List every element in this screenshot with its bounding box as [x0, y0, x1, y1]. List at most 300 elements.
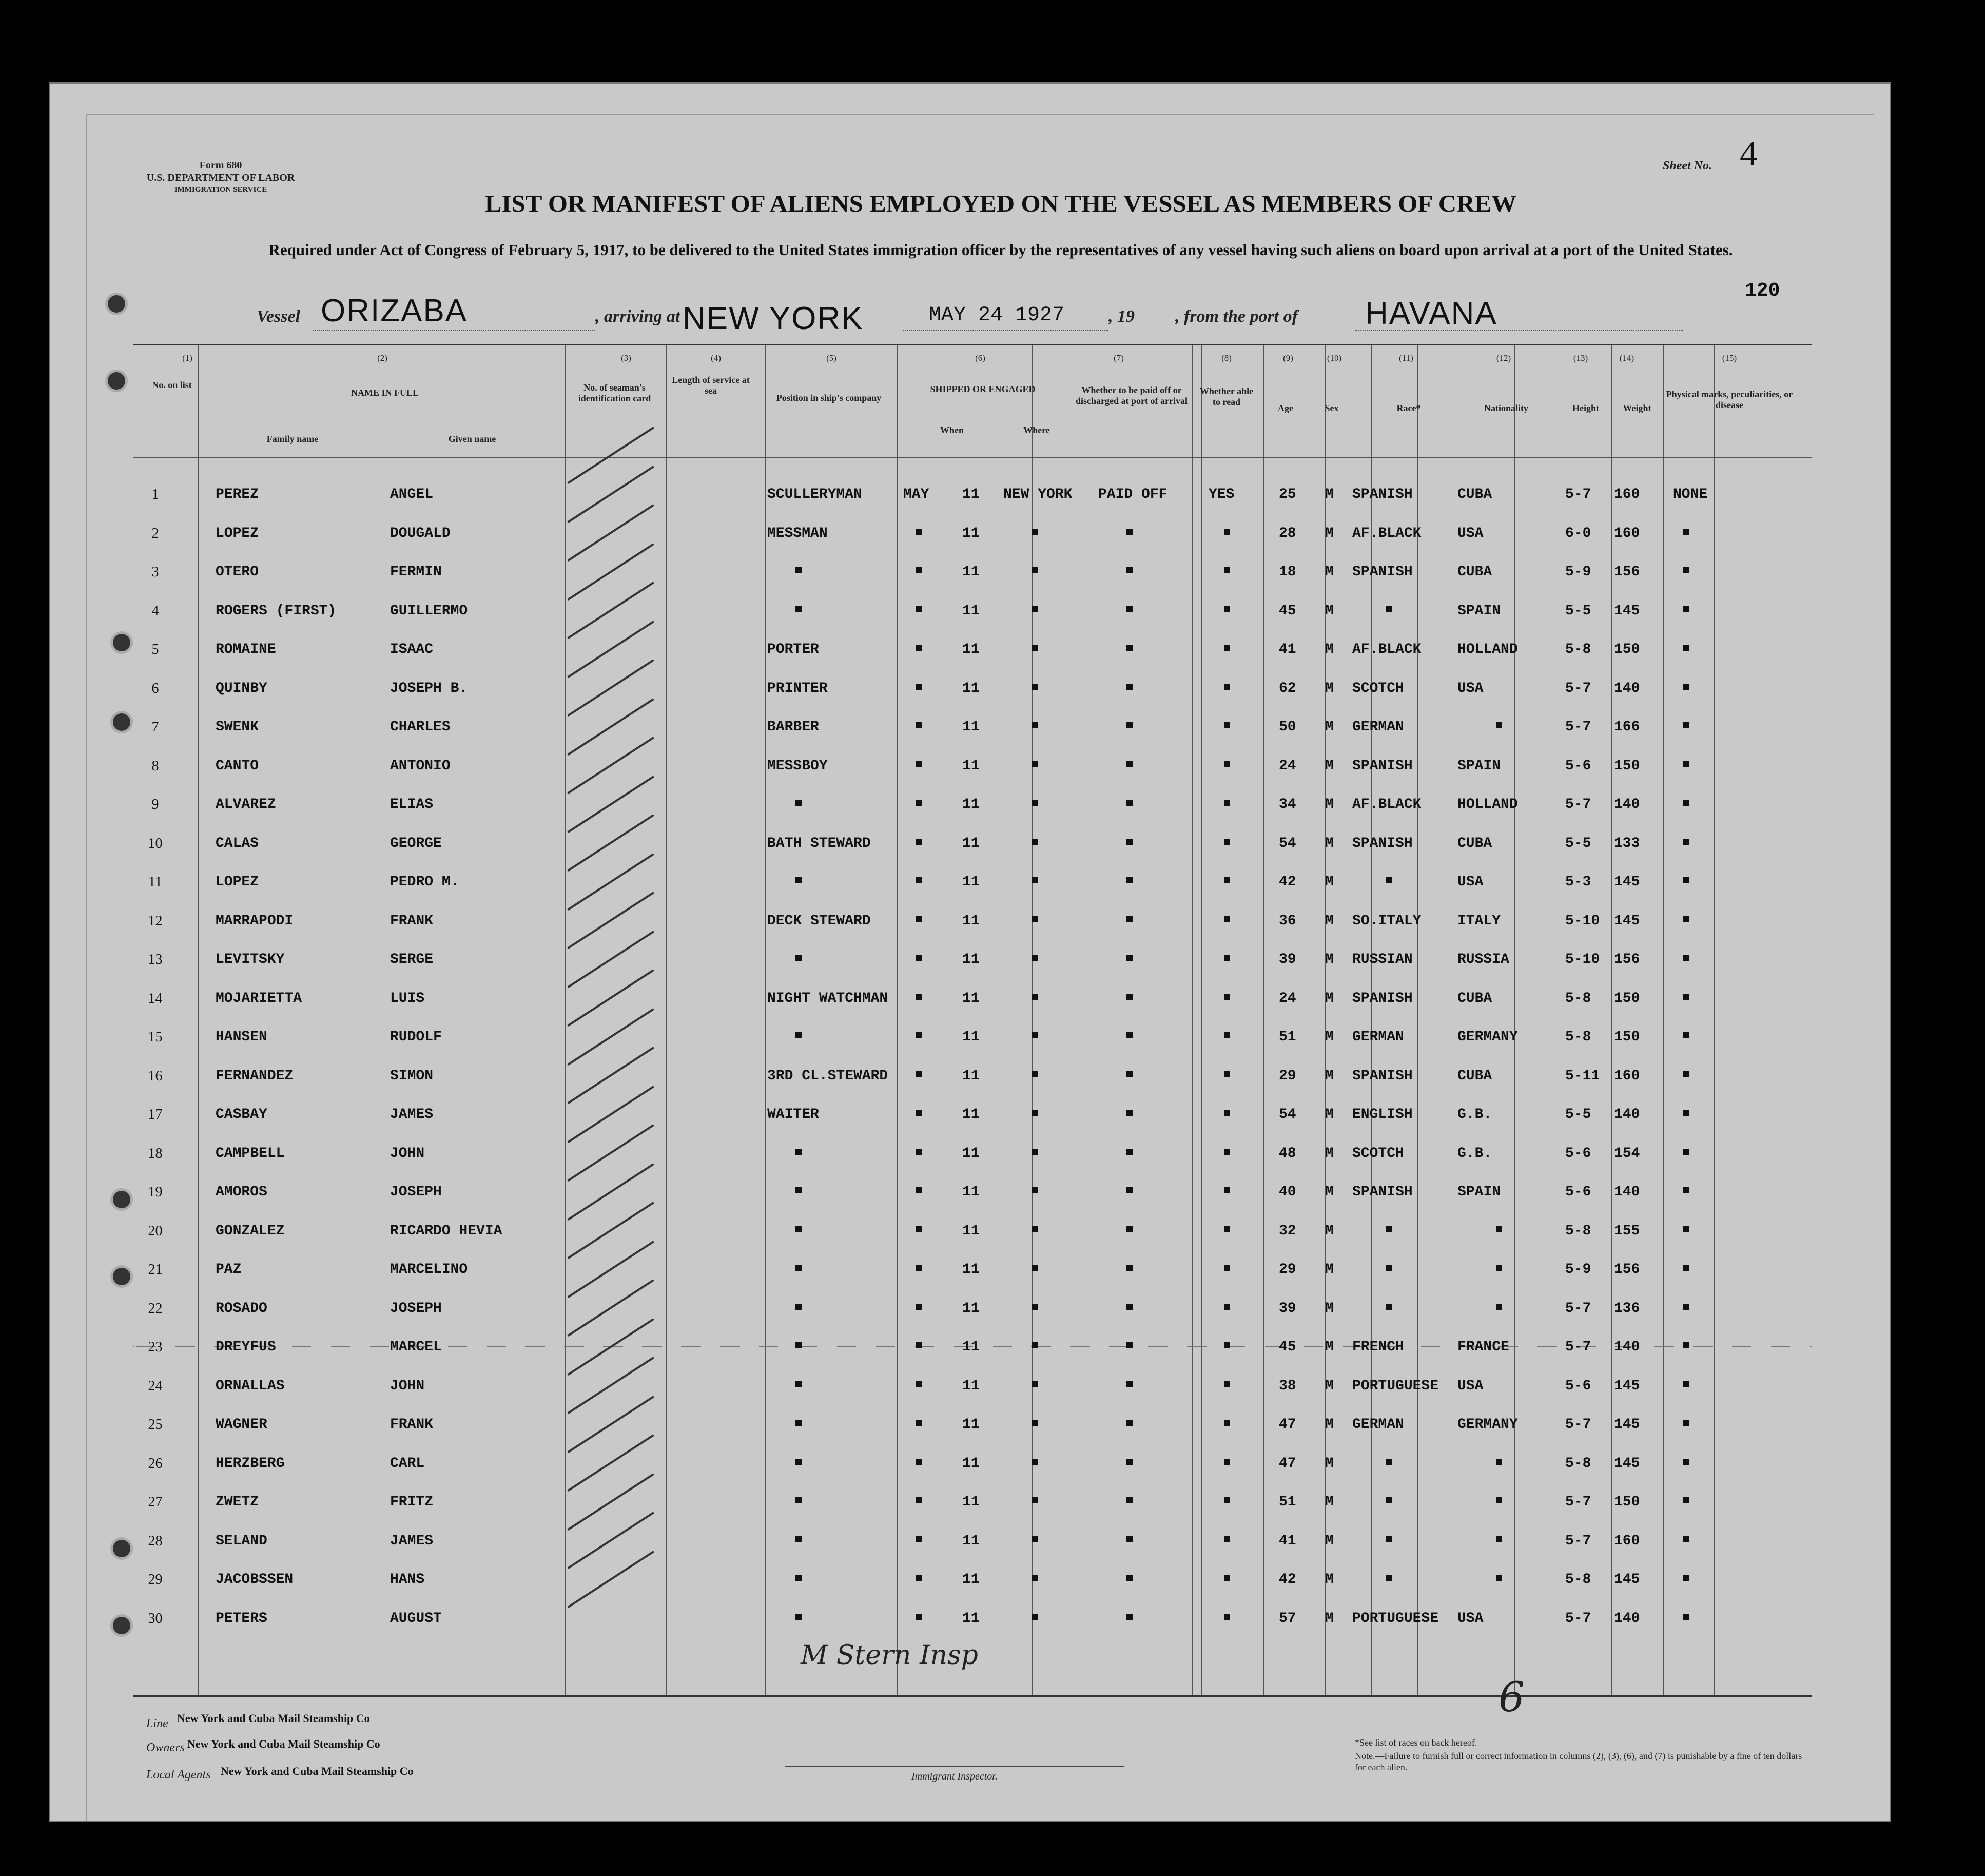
family-name: PAZ: [216, 1262, 242, 1278]
ditto-mark: [1032, 1149, 1038, 1155]
given-name: CHARLES: [390, 719, 451, 735]
weight: 145: [1614, 1417, 1640, 1433]
ditto-mark: [1032, 1575, 1038, 1581]
ditto-mark: [916, 994, 922, 1000]
shipped-day: 11: [962, 525, 980, 541]
ditto-mark: [1126, 1187, 1133, 1193]
shipped-day: 11: [962, 642, 980, 657]
height: 5-8: [1565, 1029, 1591, 1045]
shipped-day: 11: [962, 952, 980, 968]
sex: M: [1325, 1300, 1334, 1317]
given-name: MARCELINO: [390, 1262, 468, 1278]
from-port: HAVANA: [1365, 296, 1497, 331]
nationality: CUBA: [1457, 487, 1492, 502]
row-number: 2: [151, 525, 159, 541]
ditto-mark: [1224, 1575, 1230, 1581]
age: 18: [1279, 564, 1296, 580]
ditto-mark: [1032, 1187, 1038, 1193]
age: 36: [1279, 913, 1296, 929]
ditto-mark: [916, 1614, 922, 1620]
shipped-day: 11: [962, 1417, 980, 1433]
sex: M: [1325, 1068, 1334, 1084]
ditto-mark: [1683, 567, 1689, 573]
row-number: 3: [151, 564, 159, 580]
ditto-mark: [1126, 1381, 1133, 1387]
weight: 166: [1614, 719, 1640, 735]
table-row: [133, 1136, 1812, 1175]
race: SO.ITALY: [1352, 913, 1422, 929]
family-name: HERZBERG: [216, 1455, 285, 1472]
given-name: JOHN: [390, 1145, 425, 1162]
given-name: FRITZ: [390, 1494, 434, 1510]
race: FRENCH: [1352, 1339, 1404, 1355]
ditto-mark: [1032, 800, 1038, 806]
ditto-mark: [1683, 1032, 1689, 1038]
row-number: 17: [148, 1107, 163, 1123]
given-name: RICARDO HEVIA: [390, 1223, 502, 1239]
header-read: Whether able to read: [1199, 386, 1254, 407]
height: 5-7: [1565, 1417, 1591, 1433]
nationality: USA: [1457, 525, 1484, 541]
weight: 160: [1614, 487, 1640, 502]
age: 45: [1279, 603, 1296, 619]
ditto-mark: [1126, 606, 1133, 612]
height: 5-6: [1565, 1184, 1591, 1200]
table-row: [133, 787, 1812, 826]
height: 5-6: [1565, 1378, 1591, 1394]
ditto-mark: [1224, 1032, 1230, 1038]
ditto-mark: [1496, 1304, 1502, 1310]
table-row: [133, 671, 1812, 710]
height: 5-8: [1565, 642, 1591, 657]
ditto-mark: [1126, 1071, 1133, 1077]
family-name: ORNALLAS: [216, 1378, 285, 1394]
sex: M: [1325, 603, 1334, 619]
table-row: [133, 1601, 1812, 1640]
row-number: 16: [148, 1068, 163, 1084]
height: 5-7: [1565, 1610, 1591, 1627]
ditto-mark: [1496, 1497, 1502, 1503]
table-row: [133, 942, 1812, 981]
weight: 155: [1614, 1223, 1640, 1239]
row-number: 12: [148, 913, 163, 929]
height: 5-10: [1565, 952, 1600, 968]
shipped-month: MAY: [903, 487, 929, 502]
given-name: ELIAS: [390, 797, 434, 813]
ditto-mark: [1126, 567, 1133, 573]
ditto-mark: [1224, 1536, 1230, 1542]
header-nationality: Nationality: [1484, 403, 1528, 413]
ditto-mark: [1683, 800, 1689, 806]
age: 38: [1279, 1378, 1296, 1394]
sex: M: [1325, 1494, 1334, 1510]
vessel-name: ORIZABA: [321, 293, 468, 328]
family-name: ROGERS (FIRST): [216, 603, 337, 619]
ditto-mark: [1683, 839, 1689, 845]
ditto-mark: [795, 1614, 802, 1620]
ditto-mark: [1224, 1265, 1230, 1271]
race: SCOTCH: [1352, 680, 1404, 697]
shipped-day: 11: [962, 564, 980, 580]
ditto-mark: [1126, 1420, 1133, 1426]
ditto-mark: [795, 800, 802, 806]
ditto-mark: [916, 1226, 922, 1232]
family-name: PEREZ: [216, 487, 259, 502]
nationality: USA: [1457, 874, 1484, 890]
nationality: G.B.: [1457, 1107, 1492, 1123]
ditto-mark: [1126, 1265, 1133, 1271]
table-row: [133, 555, 1812, 593]
ditto-mark: [916, 839, 922, 845]
position: SCULLERYMAN: [767, 487, 862, 502]
page-title: LIST OR MANIFEST OF ALIENS EMPLOYED ON THE VESSEL AS MEMBERS OF CREW: [484, 189, 1517, 218]
fine-note: Note.—Failure to furnish full or correct information in columns (2), (3), (6), and (7) is punishable by a fine of ten dollars for each alien.: [1355, 1751, 1802, 1772]
nationality: HOLLAND: [1457, 642, 1518, 657]
age: 28: [1279, 525, 1296, 541]
sex: M: [1325, 1262, 1334, 1278]
ditto-mark: [1386, 877, 1392, 883]
shipped-day: 11: [962, 1572, 980, 1588]
ditto-mark: [1126, 1497, 1133, 1503]
age: 24: [1279, 990, 1296, 1007]
position: MESSMAN: [767, 525, 828, 541]
weight: 145: [1614, 603, 1640, 619]
ditto-mark: [916, 1497, 922, 1503]
table-row: [133, 1097, 1812, 1136]
height: 5-7: [1565, 719, 1591, 735]
nationality: USA: [1457, 1610, 1484, 1627]
ditto-mark: [1386, 1265, 1392, 1271]
height: 5-7: [1565, 797, 1591, 813]
ditto-mark: [1126, 955, 1133, 961]
ditto-mark: [1683, 1226, 1689, 1232]
row-number: 30: [148, 1610, 163, 1627]
ditto-mark: [1224, 645, 1230, 651]
row-number: 6: [151, 680, 159, 697]
sex: M: [1325, 642, 1334, 657]
ditto-mark: [795, 1459, 802, 1465]
nationality: RUSSIA: [1457, 952, 1509, 968]
sex: M: [1325, 1107, 1334, 1123]
ditto-mark: [1032, 1459, 1038, 1465]
ditto-mark: [795, 1187, 802, 1193]
ditto-mark: [795, 1032, 802, 1038]
nationality: HOLLAND: [1457, 797, 1518, 813]
inspector-signature: M Stern Insp: [801, 1640, 978, 1671]
ditto-mark: [916, 1149, 922, 1155]
nationality: CUBA: [1457, 564, 1492, 580]
col-15-number: (15): [1722, 353, 1737, 363]
shipped-day: 11: [962, 990, 980, 1007]
table-row: [133, 1562, 1812, 1601]
family-name: ZWETZ: [216, 1494, 259, 1510]
given-name: GEORGE: [390, 835, 442, 852]
height: 5-8: [1565, 1572, 1591, 1588]
given-name: JOSEPH B.: [390, 680, 468, 697]
sex: M: [1325, 952, 1334, 968]
shipped-day: 11: [962, 1107, 980, 1123]
ditto-mark: [1683, 761, 1689, 767]
age: 47: [1279, 1417, 1296, 1433]
header-service: Length of service at sea: [672, 375, 750, 396]
table-row: [133, 632, 1812, 671]
ditto-mark: [1032, 1110, 1038, 1116]
given-name: ISAAC: [390, 642, 434, 657]
weight: 156: [1614, 1262, 1640, 1278]
shipped-day: 11: [962, 1533, 980, 1549]
ditto-mark: [795, 1381, 802, 1387]
position: PORTER: [767, 642, 819, 657]
ditto-mark: [1126, 684, 1133, 690]
shipped-day: 11: [962, 1494, 980, 1510]
ditto-mark: [1683, 916, 1689, 922]
weight: 145: [1614, 874, 1640, 890]
sex: M: [1325, 797, 1334, 813]
ditto-mark: [1224, 761, 1230, 767]
sex: M: [1325, 835, 1334, 852]
year-label: , 19: [1108, 307, 1135, 326]
nationality: USA: [1457, 680, 1484, 697]
col-5-number: (5): [826, 353, 836, 363]
ditto-mark: [795, 1420, 802, 1426]
height: 6-0: [1565, 525, 1591, 541]
header-no: No. on list: [152, 380, 192, 390]
given-name: MARCEL: [390, 1339, 442, 1355]
race: SPANISH: [1352, 758, 1413, 774]
table-row: [133, 826, 1812, 865]
shipped-day: 11: [962, 1223, 980, 1239]
race: SPANISH: [1352, 1184, 1413, 1200]
inspector-label: Immigrant Inspector.: [911, 1771, 998, 1782]
ditto-mark: [1032, 645, 1038, 651]
header-when: When: [940, 425, 964, 435]
header-paid: Whether to be paid off or discharged at port of arrival: [1076, 385, 1188, 406]
race: ENGLISH: [1352, 1107, 1413, 1123]
nationality: CUBA: [1457, 1068, 1492, 1084]
binder-hole: [105, 293, 128, 315]
ditto-mark: [916, 1265, 922, 1271]
height: 5-8: [1565, 990, 1591, 1007]
nationality: SPAIN: [1457, 758, 1501, 774]
age: 51: [1279, 1494, 1296, 1510]
binder-hole: [110, 631, 133, 654]
shipped-day: 11: [962, 1068, 980, 1084]
ditto-mark: [916, 800, 922, 806]
owners-value: New York and Cuba Mail Steamship Co: [187, 1737, 380, 1750]
given-name: HANS: [390, 1572, 425, 1588]
height: 5-11: [1565, 1068, 1600, 1084]
age: 48: [1279, 1145, 1296, 1162]
family-name: ROSADO: [216, 1300, 267, 1317]
arriving-label: , arriving at: [595, 307, 680, 326]
shipped-day: 11: [962, 1262, 980, 1278]
ditto-mark: [1126, 916, 1133, 922]
ditto-mark: [1126, 1149, 1133, 1155]
ditto-mark: [1126, 877, 1133, 883]
height: 5-7: [1565, 1300, 1591, 1317]
weight: 133: [1614, 835, 1640, 852]
ditto-mark: [916, 1110, 922, 1116]
nationality: G.B.: [1457, 1145, 1492, 1162]
ditto-mark: [1683, 1420, 1689, 1426]
ditto-mark: [1496, 1265, 1502, 1271]
table-row: [133, 594, 1812, 632]
sex: M: [1325, 874, 1334, 890]
ditto-mark: [1032, 1614, 1038, 1620]
ditto-mark: [1126, 800, 1133, 806]
family-name: CALAS: [216, 835, 259, 852]
inspector-line: [785, 1766, 1124, 1767]
family-name: PETERS: [216, 1610, 267, 1627]
given-name: CARL: [390, 1455, 425, 1472]
age: 42: [1279, 874, 1296, 890]
row-number: 8: [151, 758, 159, 774]
col-14-number: (14): [1619, 353, 1634, 363]
sex: M: [1325, 1378, 1334, 1394]
sex: M: [1325, 1455, 1334, 1472]
ditto-mark: [1683, 1110, 1689, 1116]
header-family: Family name: [266, 434, 319, 444]
age: 39: [1279, 952, 1296, 968]
ditto-mark: [1683, 1614, 1689, 1620]
ditto-mark: [1224, 1226, 1230, 1232]
race: AF.BLACK: [1352, 797, 1422, 813]
ditto-mark: [1032, 606, 1038, 612]
header-sex: Sex: [1325, 403, 1339, 413]
given-name: RUDOLF: [390, 1029, 442, 1045]
ditto-mark: [1683, 1536, 1689, 1542]
ditto-mark: [1683, 1575, 1689, 1581]
ditto-mark: [916, 916, 922, 922]
height: 5-8: [1565, 1455, 1591, 1472]
family-name: WAGNER: [216, 1417, 267, 1433]
weight: 156: [1614, 564, 1640, 580]
shipped-day: 11: [962, 719, 980, 735]
ditto-mark: [1683, 684, 1689, 690]
table-row: [133, 477, 1812, 516]
table-row: [133, 1485, 1812, 1523]
given-name: SIMON: [390, 1068, 434, 1084]
ditto-mark: [1683, 1497, 1689, 1503]
race: GERMAN: [1352, 1417, 1404, 1433]
ditto-mark: [916, 1575, 922, 1581]
ditto-mark: [1126, 994, 1133, 1000]
ditto-mark: [1032, 567, 1038, 573]
ditto-mark: [916, 529, 922, 535]
height: 5-7: [1565, 1339, 1591, 1355]
row-number: 29: [148, 1572, 163, 1588]
age: 29: [1279, 1262, 1296, 1278]
given-name: PEDRO M.: [390, 874, 459, 890]
ditto-mark: [795, 1575, 802, 1581]
binder-hole: [110, 1614, 133, 1637]
given-name: AUGUST: [390, 1610, 442, 1627]
sheet-label: Sheet No.: [1663, 159, 1712, 172]
age: 32: [1279, 1223, 1296, 1239]
race: SCOTCH: [1352, 1145, 1404, 1162]
age: 45: [1279, 1339, 1296, 1355]
ditto-mark: [795, 1342, 802, 1348]
ditto-mark: [1496, 1536, 1502, 1542]
family-name: QUINBY: [216, 680, 267, 697]
given-name: FRANK: [390, 1417, 434, 1433]
row-number: 21: [148, 1262, 163, 1278]
col-11-number: (11): [1399, 353, 1413, 363]
family-name: HANSEN: [216, 1029, 267, 1045]
ditto-mark: [1032, 877, 1038, 883]
family-name: SWENK: [216, 719, 259, 735]
binder-hole: [110, 1537, 133, 1560]
height: 5-5: [1565, 603, 1591, 619]
row-number: 26: [148, 1455, 163, 1472]
given-name: JOSEPH: [390, 1300, 442, 1317]
row-number: 1: [151, 487, 159, 502]
ditto-mark: [1224, 1304, 1230, 1310]
ditto-mark: [1032, 1265, 1038, 1271]
col-2-number: (2): [377, 353, 387, 363]
ditto-mark: [1683, 994, 1689, 1000]
ditto-mark: [1224, 606, 1230, 612]
table-row: [133, 749, 1812, 787]
ditto-mark: [916, 567, 922, 573]
family-name: SELAND: [216, 1533, 267, 1549]
table-row: [133, 981, 1812, 1020]
family-name: ALVAREZ: [216, 797, 276, 813]
sex: M: [1325, 1610, 1334, 1627]
ditto-mark: [1683, 1149, 1689, 1155]
sex: M: [1325, 1145, 1334, 1162]
ditto-mark: [1032, 916, 1038, 922]
row-number: 23: [148, 1339, 163, 1355]
able-to-read: YES: [1209, 487, 1235, 502]
ditto-mark: [1126, 1342, 1133, 1348]
age: 50: [1279, 719, 1296, 735]
family-name: DREYFUS: [216, 1339, 276, 1355]
shipped-day: 11: [962, 874, 980, 890]
height: 5-7: [1565, 1494, 1591, 1510]
age: 41: [1279, 1533, 1296, 1549]
given-name: FRANK: [390, 913, 434, 929]
given-name: DOUGALD: [390, 525, 451, 541]
weight: 145: [1614, 1455, 1640, 1472]
ditto-mark: [1126, 1614, 1133, 1620]
ditto-mark: [1496, 722, 1502, 728]
family-name: MARRAPODI: [216, 913, 294, 929]
ditto-mark: [916, 1304, 922, 1310]
ditto-mark: [916, 1459, 922, 1465]
race: SPANISH: [1352, 990, 1413, 1007]
shipped-day: 11: [962, 1378, 980, 1394]
ditto-mark: [1496, 1575, 1502, 1581]
ditto-mark: [1032, 994, 1038, 1000]
sex: M: [1325, 1029, 1334, 1045]
table-row: [133, 1407, 1812, 1446]
given-name: LUIS: [390, 990, 425, 1007]
shipped-day: 11: [962, 835, 980, 852]
ditto-mark: [1224, 1381, 1230, 1387]
col-9-number: (9): [1283, 353, 1293, 363]
col-1-number: (1): [182, 353, 192, 363]
table-row: [133, 865, 1812, 903]
ditto-mark: [795, 606, 802, 612]
ditto-mark: [1224, 722, 1230, 728]
shipped-day: 11: [962, 1184, 980, 1200]
shipped-where: NEW YORK: [1003, 487, 1073, 502]
ditto-mark: [1126, 839, 1133, 845]
ditto-mark: [1496, 1459, 1502, 1465]
ditto-mark: [1683, 1459, 1689, 1465]
height: 5-7: [1565, 1533, 1591, 1549]
